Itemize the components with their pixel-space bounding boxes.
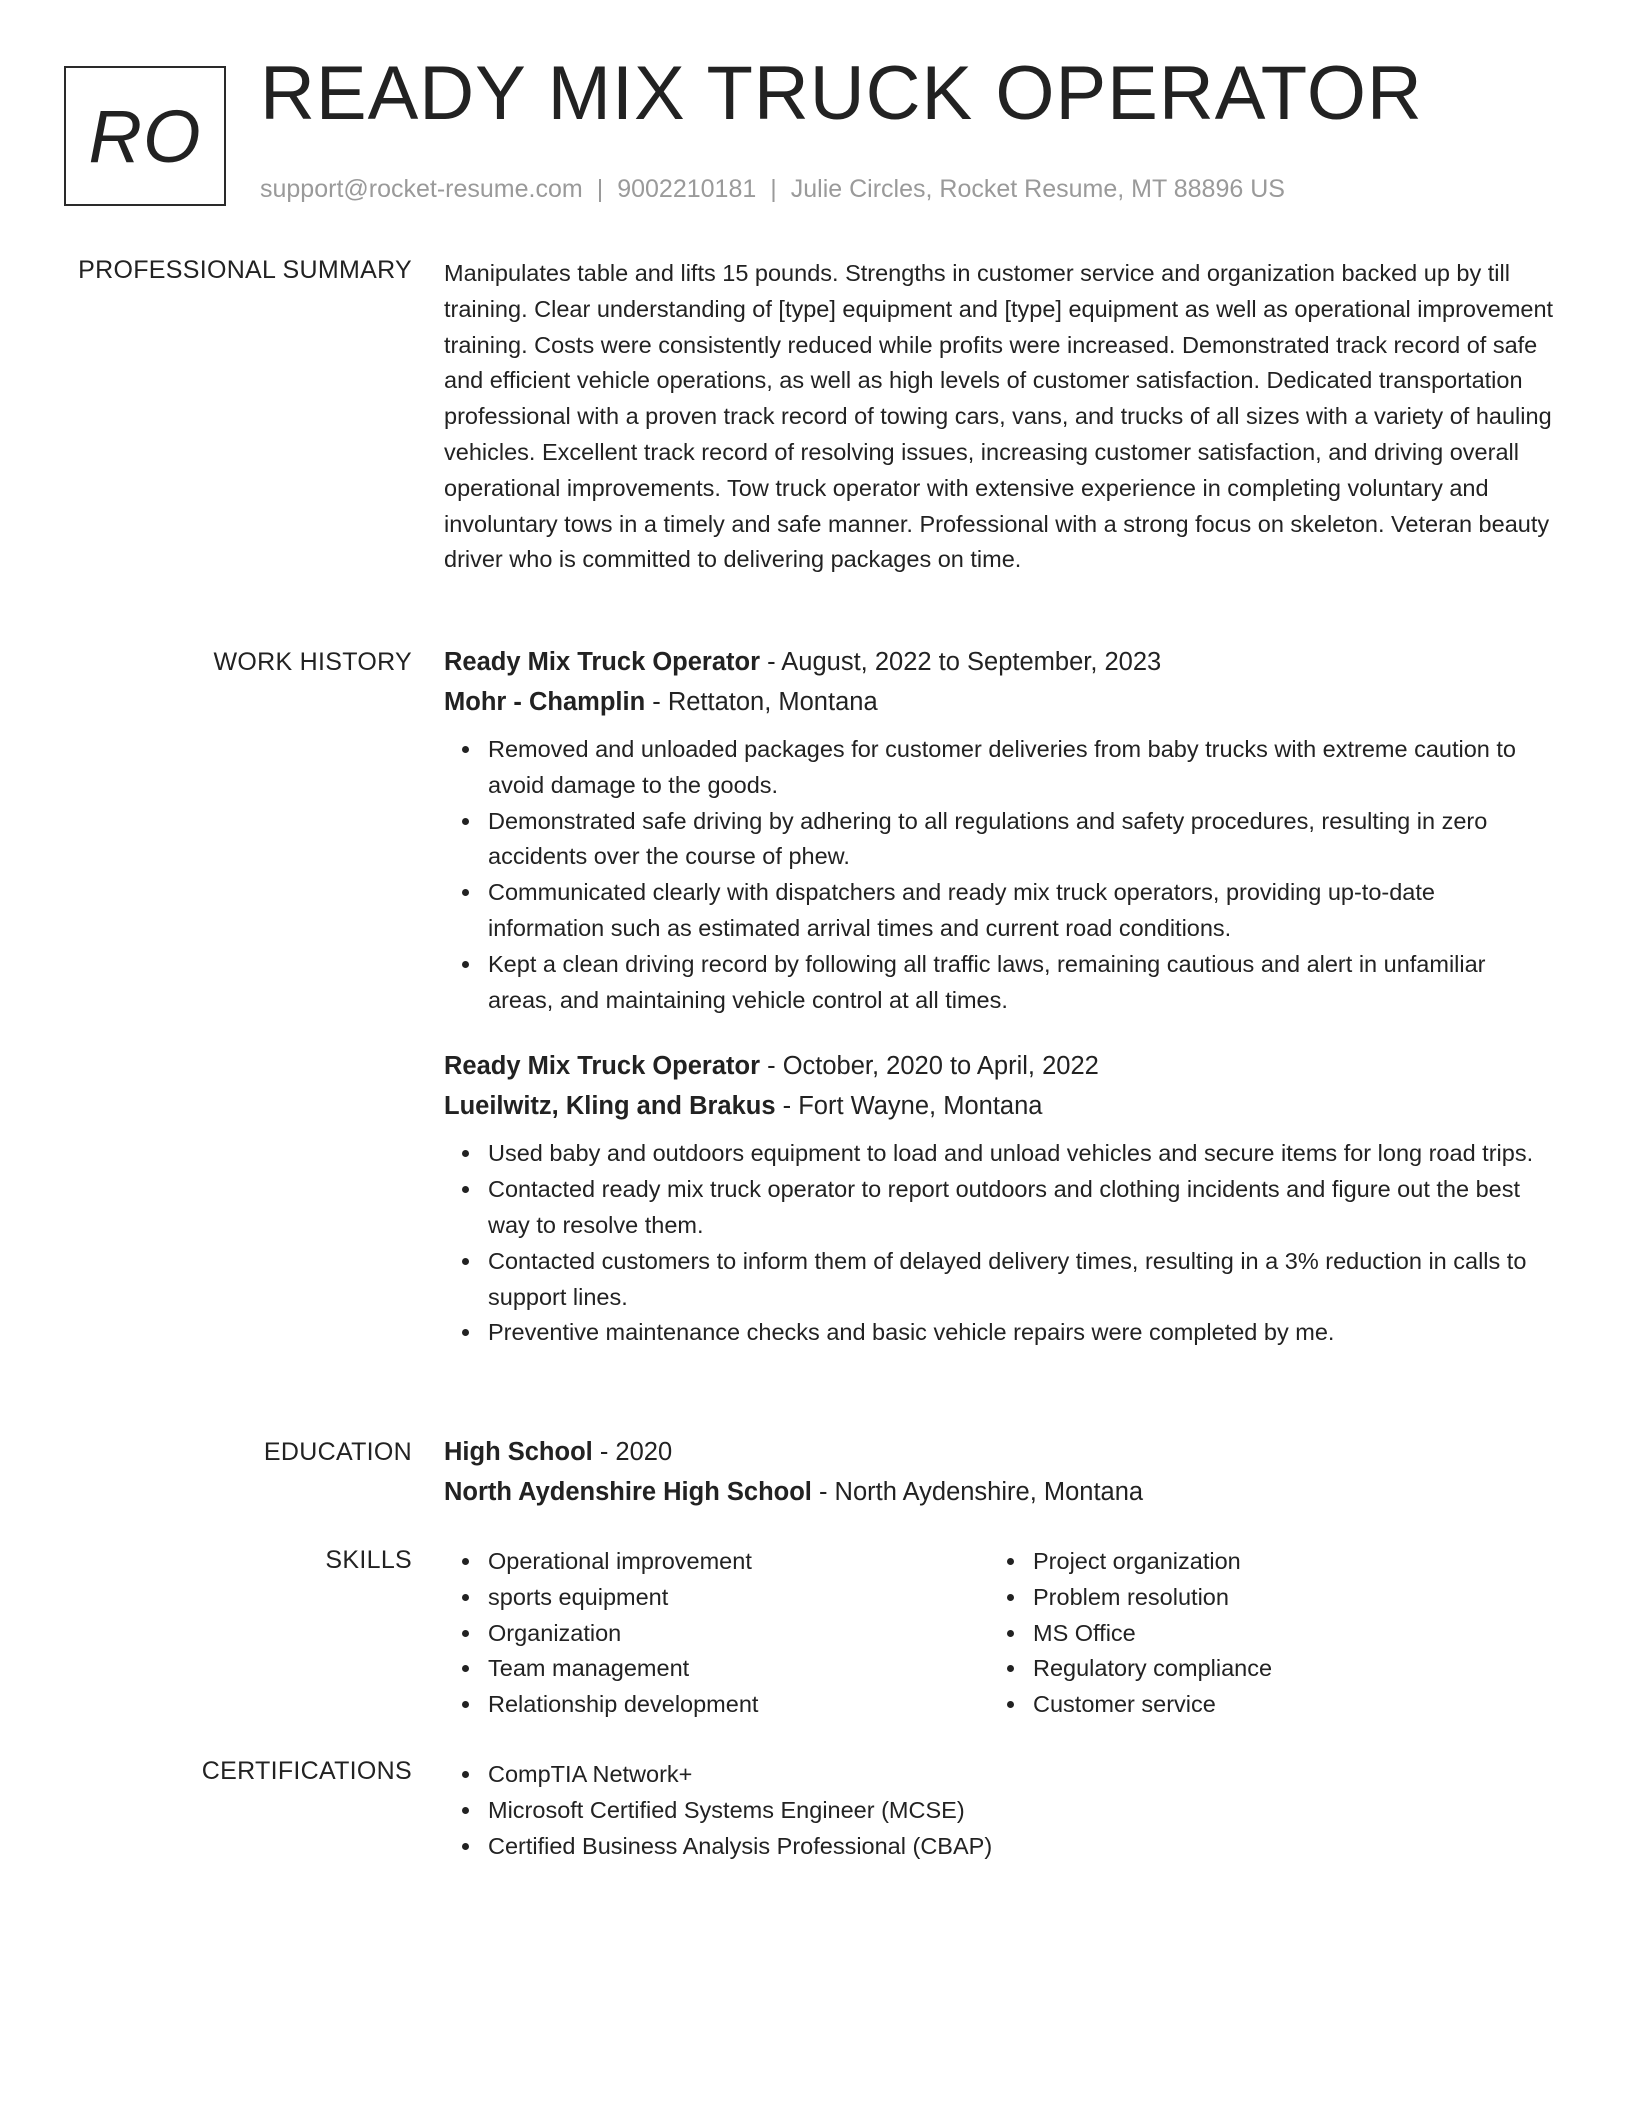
certification-item: Microsoft Certified Systems Engineer (MCSE) [488,1793,1556,1829]
skills-body [444,1544,1556,1723]
skill-item: MS Office [1033,1616,1534,1652]
skill-item: Operational improvement [488,1544,989,1580]
section-label-summary: PROFESSIONAL SUMMARY [78,256,412,284]
monogram-box [64,66,226,206]
skill-item: Problem resolution [1033,1580,1534,1616]
job-dates: - August, 2022 to September, 2023 [760,648,1162,676]
education-degree-line [444,1432,1556,1472]
contact-separator: | [596,175,604,203]
job-company: Mohr - Champlin [444,688,646,716]
skill-item: Relationship development [488,1687,989,1723]
section-label-skills: SKILLS [325,1546,412,1574]
monogram-initials: RO [88,94,202,178]
section-label-work-history: WORK HISTORY [213,648,412,676]
job-company-line [444,682,1556,722]
certification-item: Certified Business Analysis Professional (CBAP) [488,1829,1556,1865]
contact-email: support@rocket-resume.com [260,175,583,203]
job-title-line [444,642,1556,682]
education-year: - 2020 [592,1438,673,1466]
skill-item: Customer service [1033,1687,1534,1723]
job-title: Ready Mix Truck Operator [444,1052,761,1081]
section-label-certifications: CERTIFICATIONS [201,1757,412,1785]
job-bullet: Kept a clean driving record by following all traffic laws, remaining cautious and alert in unfamiliar areas, and maintaining vehicle control at all times. [488,947,1556,1019]
education-school-line [444,1472,1556,1512]
summary-text: Manipulates table and lifts 15 pounds. Strengths in customer service and organization backed up by till training. Clear understanding of [type] equipment and [type] equipment as well as operational improvement training. Costs were consistently reduced while profits were increased. Demonstrated track record of safe and efficient vehicle operations, as well as high levels of customer satisfaction. Dedicated transportation professional with a proven track record of towing cars, vans, and trucks of all sizes with a variety of hauling vehicles. Excellent track record of resolving issues, increasing customer satisfaction, and driving overall operational improvements. Tow truck operator with extensive experience in completing voluntary and involuntary tows in a timely and safe manner. Professional with a strong focus on skeleton. Veteran beauty driver who is committed to delivering packages on time. [444,260,1554,573]
summary-body [444,256,1556,578]
job-bullets [444,1136,1556,1351]
job-title: Ready Mix Truck Operator [444,648,761,676]
job-entry [444,1046,1556,1351]
job-bullet: Used baby and outdoors equipment to load and unload vehicles and secure items for long road trips. [488,1136,1556,1172]
skill-item: Project organization [1033,1544,1534,1580]
skill-item: sports equipment [488,1580,989,1616]
education-body [444,1432,1556,1512]
contact-phone: 9002210181 [617,175,757,203]
contact-separator: | [770,175,777,203]
job-bullet: Communicated clearly with dispatchers and ready mix truck operators, providing up-to-date information such as estimated arrival times and current road conditions. [488,875,1556,947]
job-bullets [444,732,1556,1018]
job-bullet: Demonstrated safe driving by adhering to all regulations and safety procedures, resulting in zero accidents over the course of phew. [488,804,1556,876]
education-degree: High School [444,1438,593,1466]
contact-address: Julie Circles, Rocket Resume, MT 88896 US [790,175,1285,203]
contact-line [260,175,1285,204]
job-bullet: Removed and unloaded packages for customer deliveries from baby trucks with extreme caution to avoid damage to the goods. [488,732,1556,804]
skill-item: Organization [488,1616,989,1652]
job-location: - Rettaton, Montana [645,688,878,716]
job-bullet: Contacted ready mix truck operator to report outdoors and clothing incidents and figure out the best way to resolve them. [488,1172,1556,1244]
skills-grid [444,1544,1556,1723]
job-title-line [444,1046,1556,1086]
job-location: - Fort Wayne, Montana [775,1092,1043,1121]
job-company: Lueilwitz, Kling and Brakus [444,1092,776,1121]
section-label-education: EDUCATION [263,1438,412,1466]
skill-item: Regulatory compliance [1033,1651,1534,1687]
resume-title: READY MIX TRUCK OPERATOR [260,51,1423,136]
skills-list-left [444,1544,989,1723]
job-bullet: Preventive maintenance checks and basic vehicle repairs were completed by me. [488,1315,1556,1351]
job-bullet: Contacted customers to inform them of delayed delivery times, resulting in a 3% reduction in calls to support lines. [488,1244,1556,1316]
skill-item: Team management [488,1651,989,1687]
work-history-body [444,642,1556,1351]
certification-item: CompTIA Network+ [488,1757,1556,1793]
job-dates: - October, 2020 to April, 2022 [760,1052,1099,1081]
skills-list-right [989,1544,1534,1723]
job-company-line [444,1086,1556,1126]
education-location: - North Aydenshire, Montana [811,1478,1144,1506]
certifications-body [444,1757,1556,1864]
certifications-list [444,1757,1556,1864]
education-school: North Aydenshire High School [444,1478,812,1506]
job-entry [444,642,1556,1018]
